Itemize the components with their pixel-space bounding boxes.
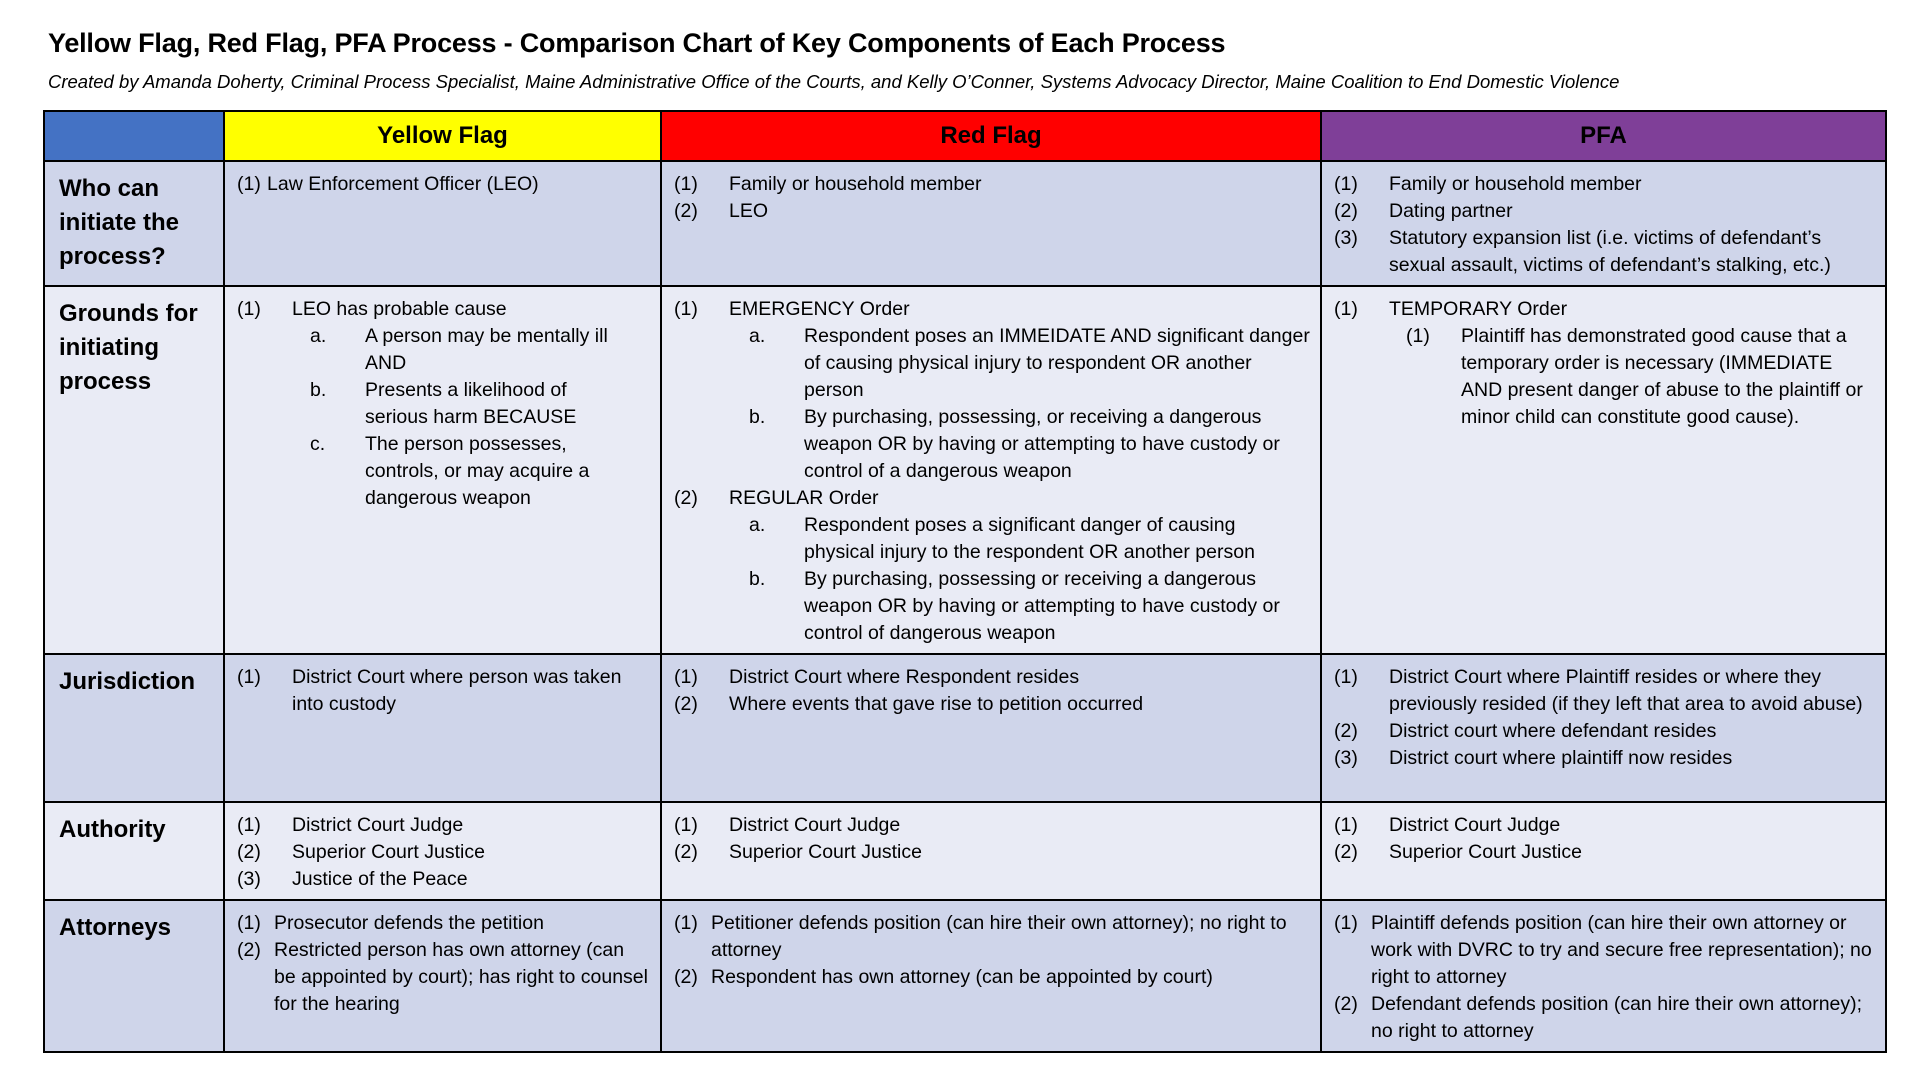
cell-jurisdiction-red	[661, 654, 1321, 802]
cell-attorneys-yellow	[224, 900, 661, 1052]
cell-grounds-pfa	[1321, 286, 1886, 654]
comparison-table	[43, 110, 1887, 1053]
cell-who-yellow	[224, 161, 661, 286]
list-item: (1) District Court Judge	[1334, 814, 1561, 836]
table-row-jurisdiction	[44, 654, 1886, 802]
list-item: (1) Plaintiff defends position (can hire their own attorney or work with DVRC to try and secure free representation); no right to attorney	[1334, 912, 1872, 988]
cell-jurisdiction-pfa	[1321, 654, 1886, 802]
cell-grounds-red	[661, 286, 1321, 654]
list-item: (2) Defendant defends position (can hire their own attorney); no right to attorney	[1334, 993, 1863, 1042]
row-label-attorneys: Attorneys	[44, 900, 224, 1052]
list-item: (2) Where events that gave rise to petition occurred	[674, 693, 1144, 715]
list-item: (2) LEO	[674, 200, 769, 222]
list-subitem: a. Respondent poses a significant danger of causing physical injury to the respondent OR another person	[749, 514, 1255, 563]
cell-authority-red	[661, 802, 1321, 900]
list-item: (1) District Court Judge	[674, 814, 901, 836]
list-subitem: c. The person possesses, controls, or may acquire a dangerous weapon	[310, 433, 590, 509]
cell-authority-yellow	[224, 802, 661, 900]
list-subitem: b. By purchasing, possessing or receiving a dangerous weapon OR by having or attempting to have custody or control of dangerous weapon	[749, 568, 1280, 644]
list-subitem: a. Respondent poses an IMMEIDATE AND significant danger of causing physical injury to respondent OR another person	[749, 325, 1310, 401]
cell-who-red	[661, 161, 1321, 286]
list-item: (1) EMERGENCY Order	[674, 298, 910, 320]
list-item: (2) Dating partner	[1334, 200, 1513, 222]
list-item: (2) Restricted person has own attorney (can be appointed by court); has right to counsel for the hearing	[237, 939, 648, 1015]
header-yellow-flag: Yellow Flag	[224, 111, 661, 161]
table-row-authority	[44, 802, 1886, 900]
list-item: (2) Superior Court Justice	[237, 841, 485, 863]
header-red-flag: Red Flag	[661, 111, 1321, 161]
header-row	[44, 111, 1886, 161]
list-item: (2) Superior Court Justice	[674, 841, 922, 863]
cell-jurisdiction-yellow	[224, 654, 661, 802]
row-label-grounds: Grounds for initiating process	[44, 286, 224, 654]
list-item: (1) District Court Judge	[237, 814, 464, 836]
list-item: (1) LEO has probable cause	[237, 298, 507, 320]
list-item: (2) District court where defendant resides	[1334, 720, 1717, 742]
cell-attorneys-red	[661, 900, 1321, 1052]
list-item: (1) Petitioner defends position (can hire their own attorney); no right to attorney	[674, 912, 1287, 961]
cell-who-pfa	[1321, 161, 1886, 286]
header-pfa: PFA	[1321, 111, 1886, 161]
list-subitem: b. By purchasing, possessing, or receiving a dangerous weapon OR by having or attempting to have custody or control of a dangerous weapon	[749, 406, 1280, 482]
cell-authority-pfa	[1321, 802, 1886, 900]
header-corner	[44, 111, 224, 161]
list-item: (1) Law Enforcement Officer (LEO)	[237, 173, 539, 195]
table-row-grounds	[44, 286, 1886, 654]
table-row-attorneys	[44, 900, 1886, 1052]
list-item: (1) District Court where Plaintiff resides or where they previously resided (if they left that area to avoid abuse)	[1334, 666, 1863, 715]
row-label-who: Who can initiate the process?	[44, 161, 224, 286]
list-item: (3) Justice of the Peace	[237, 868, 468, 890]
list-item: (3) Statutory expansion list (i.e. victims of defendant’s sexual assault, victims of defendant’s stalking, etc.)	[1334, 227, 1831, 276]
row-label-jurisdiction: Jurisdiction	[44, 654, 224, 802]
page-subtitle: Created by Amanda Doherty, Criminal Process Specialist, Maine Administrative Office of the Courts, and Kelly O’Conner, Systems Advocacy Director, Maine Coalition to End Domestic Violence	[48, 71, 1620, 92]
list-item: (2) Respondent has own attorney (can be appointed by court)	[674, 966, 1213, 988]
list-item: (3) District court where plaintiff now resides	[1334, 747, 1733, 769]
list-subitem: a. A person may be mentally ill AND	[310, 325, 608, 374]
list-subitem: b. Presents a likelihood of serious harm BECAUSE	[310, 379, 577, 428]
table-row-who	[44, 161, 1886, 286]
list-item: (2) Superior Court Justice	[1334, 841, 1582, 863]
cell-grounds-yellow	[224, 286, 661, 654]
list-item: (1) Family or household member	[1334, 173, 1642, 195]
list-item: (1) District Court where person was taken into custody	[237, 666, 622, 715]
list-subitem: (1) Plaintiff has demonstrated good cause that a temporary order is necessary (IMMEDIATE AND present danger of abuse to the plaintiff or minor child can constitute good cause).	[1406, 325, 1863, 428]
list-item: (1) TEMPORARY Order	[1334, 298, 1568, 320]
list-item: (1) Prosecutor defends the petition	[237, 912, 544, 934]
list-item: (1) District Court where Respondent resides	[674, 666, 1080, 688]
page-title: Yellow Flag, Red Flag, PFA Process - Comparison Chart of Key Components of Each Process	[48, 28, 1226, 58]
list-item: (2) REGULAR Order	[674, 487, 879, 509]
cell-attorneys-pfa	[1321, 900, 1886, 1052]
list-item: (1) Family or household member	[674, 173, 982, 195]
row-label-authority: Authority	[44, 802, 224, 900]
